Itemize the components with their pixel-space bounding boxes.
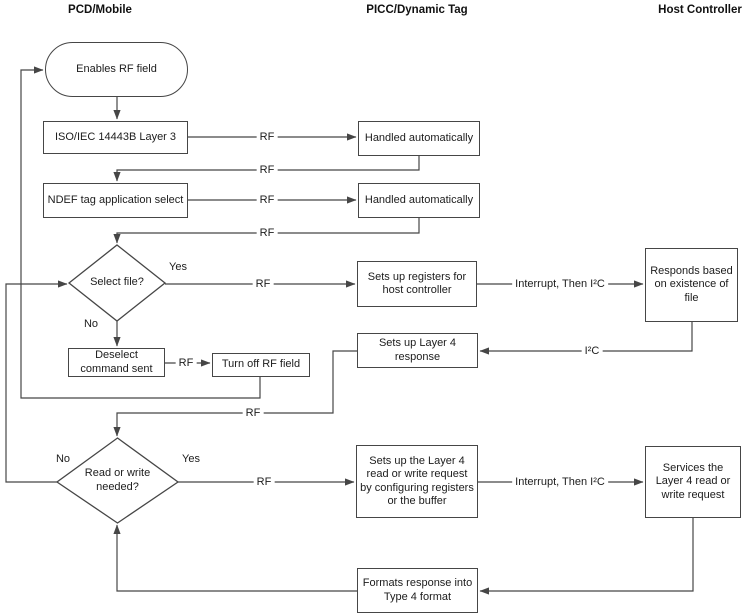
- node-iso-iec-14443b-layer3: ISO/IEC 14443B Layer 3: [43, 121, 188, 154]
- edge-label-rf-select-yes: RF: [253, 278, 274, 290]
- edge-label-rf-ndef: RF: [257, 194, 278, 206]
- edge-label-yes-select: Yes: [169, 261, 187, 273]
- edge-label-no-readwrite: No: [55, 453, 71, 465]
- edge-label-i2c: I²C: [582, 345, 603, 357]
- node-sets-up-layer4-response: Sets up Layer 4 response: [357, 333, 478, 368]
- node-handled-automatically-2: Handled automatically: [358, 183, 480, 218]
- node-services-layer4-request: Services the Layer 4 read or write request: [645, 446, 741, 518]
- edge-label-rf-layer4-response: RF: [243, 407, 264, 419]
- edge-label-rf-deselect: RF: [176, 357, 197, 369]
- edge-label-yes-readwrite: Yes: [182, 453, 200, 465]
- node-formats-response-type4: Formats response into Type 4 format: [357, 568, 478, 613]
- edge-label-no-select: No: [83, 318, 99, 330]
- node-sets-up-registers: Sets up registers for host controller: [357, 261, 477, 307]
- node-select-file-decision: Select file?: [90, 276, 144, 289]
- node-handled-automatically-1: Handled automatically: [358, 121, 480, 156]
- edge-label-rf-readwrite-yes: RF: [254, 476, 275, 488]
- edge-label-rf-handled2-select: RF: [257, 227, 278, 239]
- node-read-write-decision: Read or write needed?: [84, 467, 151, 493]
- edge-label-rf-iso: RF: [257, 131, 278, 143]
- column-header-picc-dynamic-tag: PICC/Dynamic Tag: [366, 4, 468, 16]
- node-deselect-command-sent: Deselect command sent: [68, 348, 165, 377]
- edge-label-interrupt-i2c-top: Interrupt, Then I²C: [512, 278, 608, 290]
- edge-formats-to-readwrite: [117, 525, 357, 591]
- edge-label-rf-handled1-ndef: RF: [257, 164, 278, 176]
- node-sets-up-layer4-read-write: Sets up the Layer 4 read or write request by configuring registers or the buffer: [356, 445, 478, 518]
- node-enables-rf-field: Enables RF field: [45, 42, 188, 97]
- column-header-host-controller: Host Controller: [658, 4, 742, 16]
- edge-label-interrupt-i2c-bottom: Interrupt, Then I²C: [512, 476, 608, 488]
- column-header-pcd-mobile: PCD/Mobile: [68, 4, 132, 16]
- node-ndef-tag-application-select: NDEF tag application select: [43, 183, 188, 218]
- node-turn-off-rf-field: Turn off RF field: [212, 353, 310, 377]
- edge-services-to-formats: [480, 518, 693, 591]
- node-responds-existence-of-file: Responds based on existence of file: [645, 248, 738, 322]
